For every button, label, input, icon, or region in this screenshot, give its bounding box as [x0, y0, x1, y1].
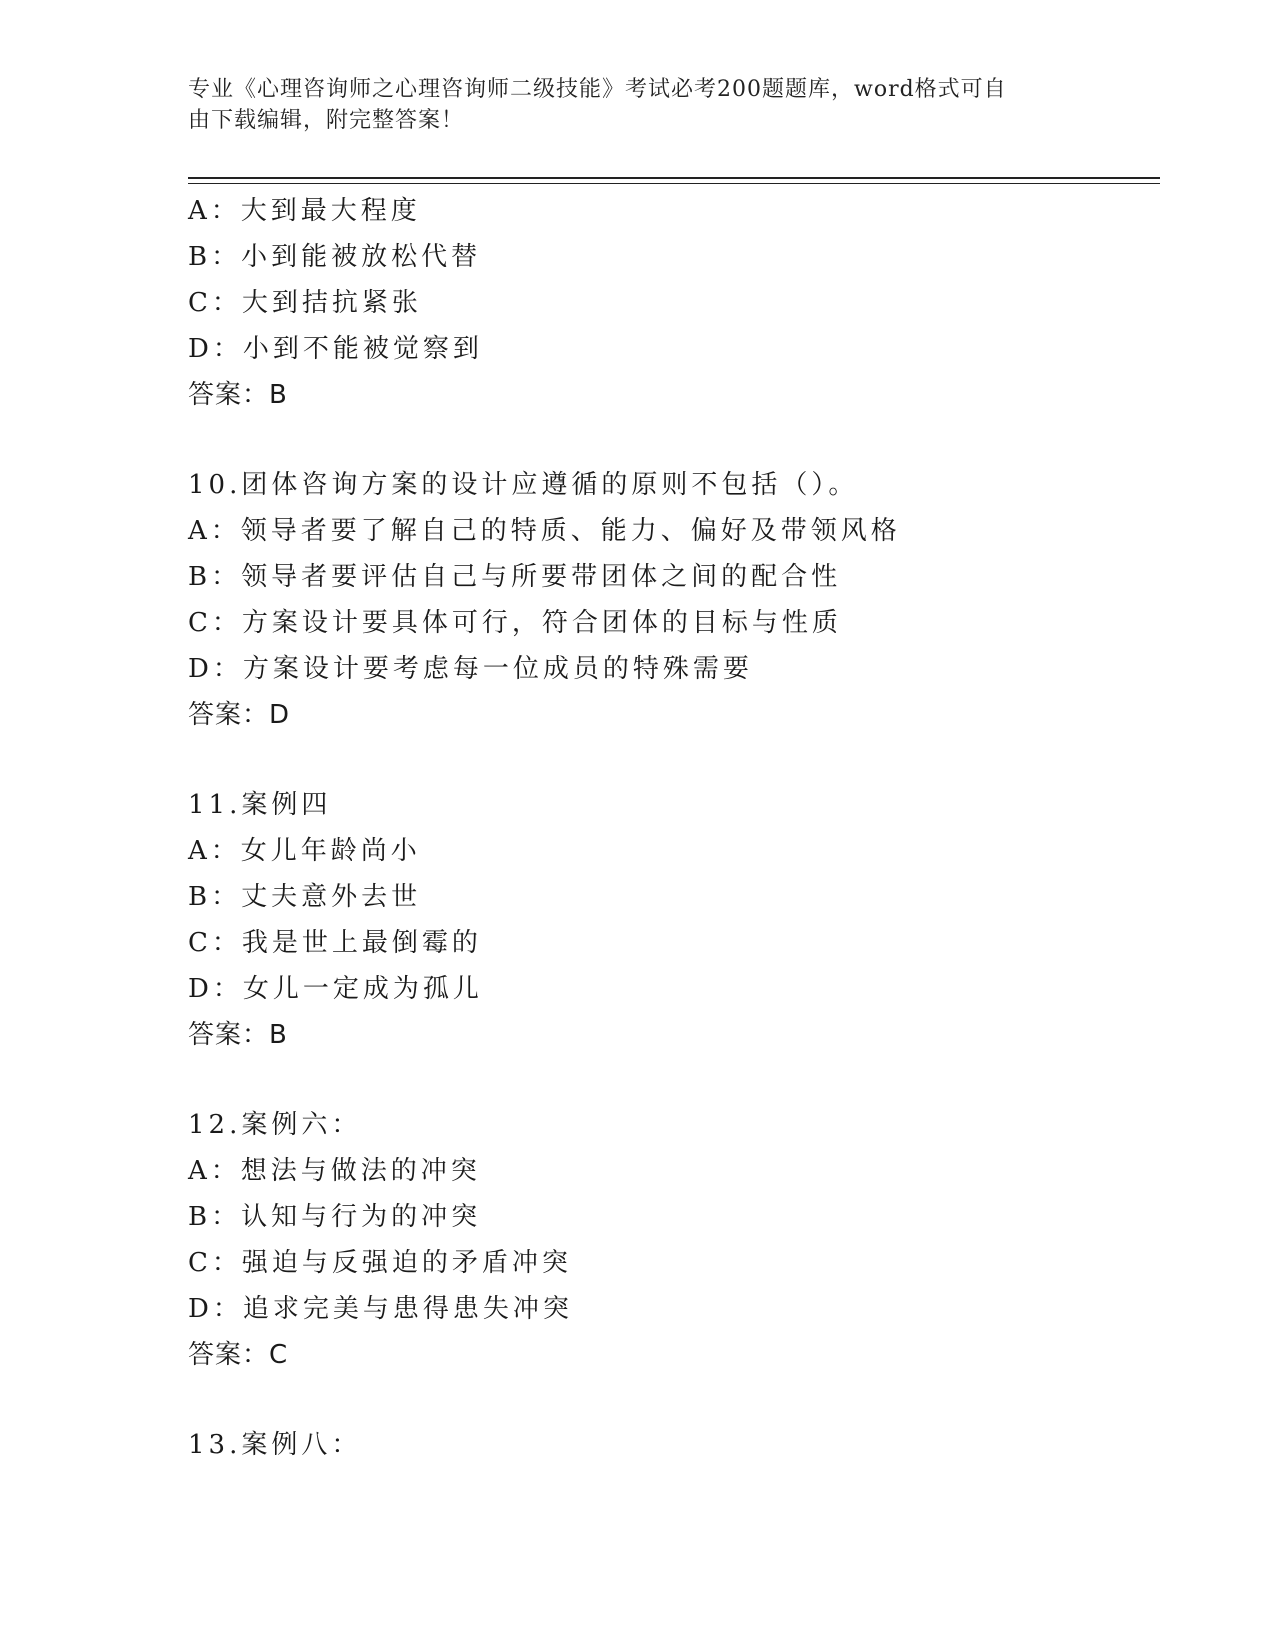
option-b: B：小到能被放松代替 — [188, 242, 482, 272]
question-block-10 — [188, 462, 1148, 738]
question-block-13 — [188, 1422, 1148, 1468]
spacer — [188, 1378, 1148, 1422]
question-block-12 — [188, 1102, 1148, 1378]
question-text: 13.案例八： — [188, 1430, 362, 1460]
option-b: B：领导者要评估自己与所要带团体之间的配合性 — [188, 562, 842, 592]
option-d: D：女儿一定成为孤儿 — [188, 974, 483, 1004]
answer-line: 答案：B — [188, 1020, 288, 1050]
header-line-2: 由下载编辑，附完整答案！ — [188, 108, 465, 133]
option-c: C：强迫与反强迫的矛盾冲突 — [188, 1248, 572, 1278]
header-line-1: 专业《心理咨询师之心理咨询师二级技能》考试必考200题题库，word格式可自 — [188, 77, 1007, 102]
option-b: B：认知与行为的冲突 — [188, 1202, 482, 1232]
question-text: 12.案例六： — [188, 1110, 362, 1140]
spacer — [188, 1058, 1148, 1102]
document-header — [188, 74, 1068, 136]
answer-line: 答案：B — [188, 380, 288, 410]
question-block-11 — [188, 782, 1148, 1058]
option-d: D：小到不能被觉察到 — [188, 334, 483, 364]
option-a: A：大到最大程度 — [188, 196, 421, 226]
option-a: A：领导者要了解自己的特质、能力、偏好及带领风格 — [188, 516, 901, 546]
option-a: A：想法与做法的冲突 — [188, 1156, 481, 1186]
header-divider-thin — [188, 183, 1160, 184]
option-c: C：方案设计要具体可行，符合团体的目标与性质 — [188, 608, 842, 638]
option-d: D：方案设计要考虑每一位成员的特殊需要 — [188, 654, 753, 684]
option-b: B：丈夫意外去世 — [188, 882, 422, 912]
option-a: A：女儿年龄尚小 — [188, 836, 421, 866]
spacer — [188, 418, 1148, 462]
option-d: D：追求完美与患得患失冲突 — [188, 1294, 573, 1324]
header-divider-thick — [188, 177, 1160, 179]
question-block-9 — [188, 188, 1148, 418]
question-text: 11.案例四 — [188, 790, 332, 820]
question-text: 10.团体咨询方案的设计应遵循的原则不包括（）。 — [188, 470, 859, 500]
spacer — [188, 738, 1148, 782]
option-c: C：我是世上最倒霉的 — [188, 928, 482, 958]
question-list — [188, 188, 1148, 1468]
answer-line: 答案：D — [188, 700, 291, 730]
option-c: C：大到拮抗紧张 — [188, 288, 422, 318]
answer-line: 答案：C — [188, 1340, 289, 1370]
